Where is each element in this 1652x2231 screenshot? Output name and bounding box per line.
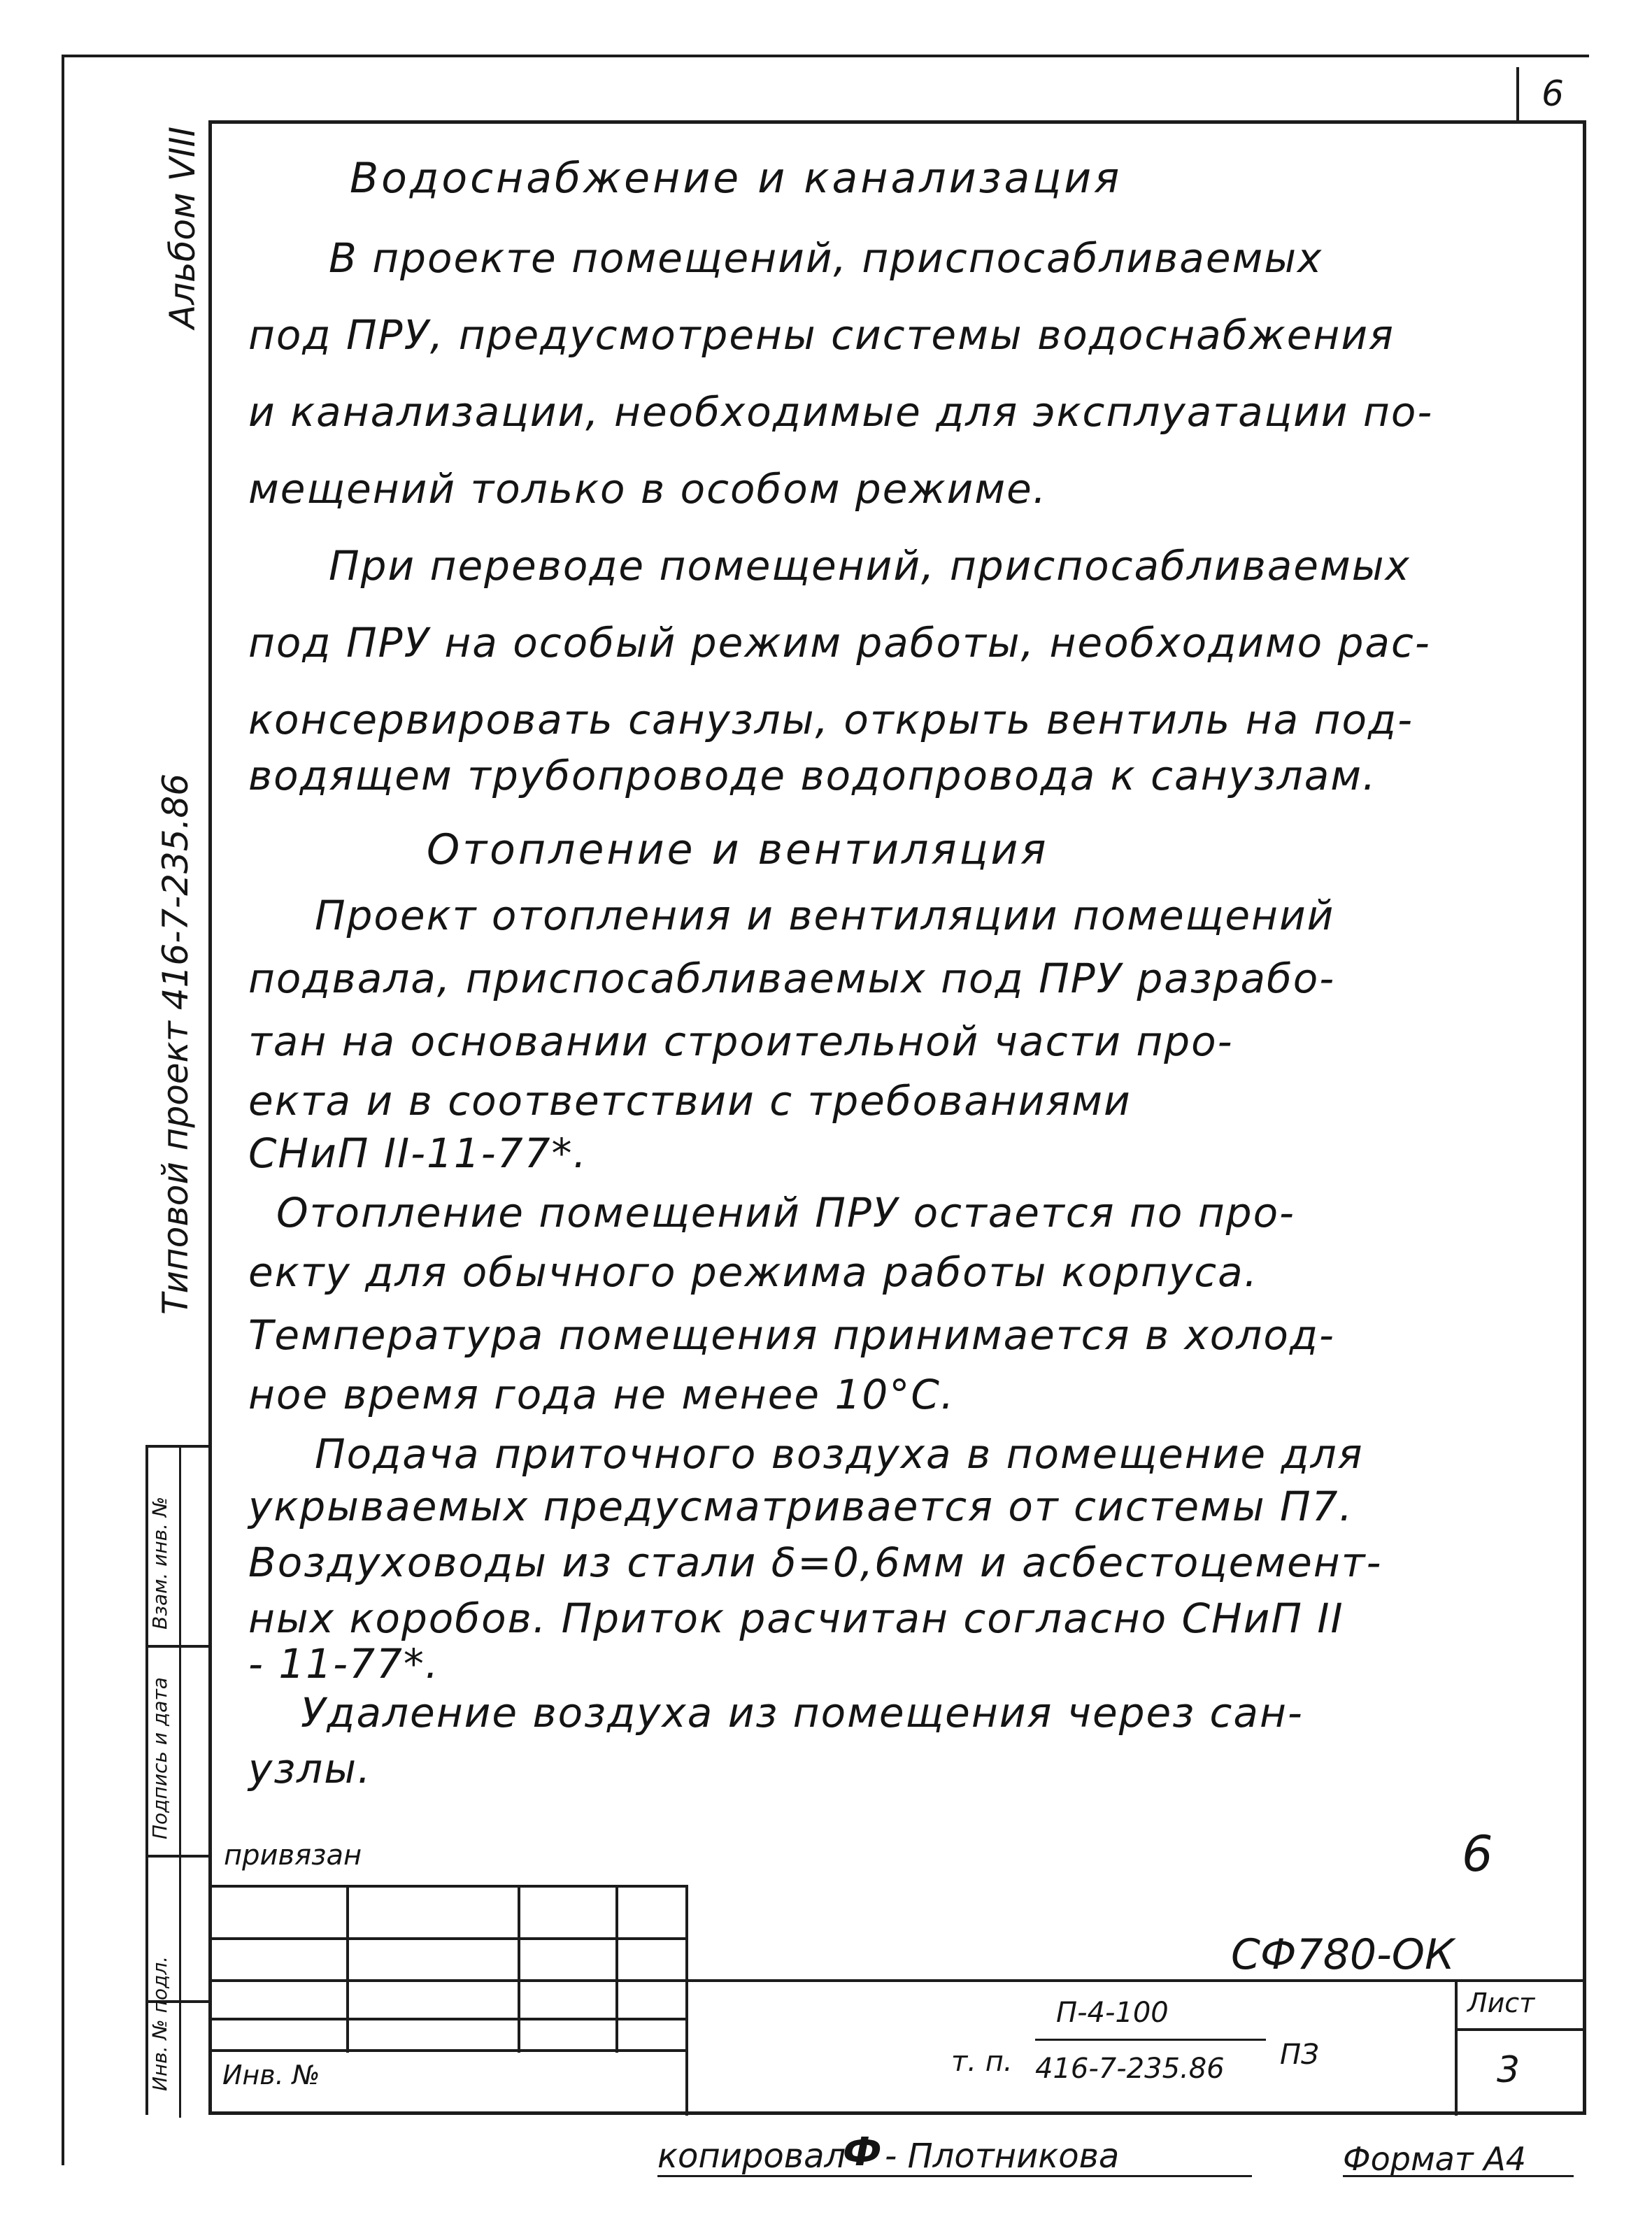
stamp-tp-bottom: 416-7-235.86 (1035, 2053, 1225, 2085)
text-line: водящем трубопроводе водопровода к санузлам. (248, 752, 1377, 799)
text-line: Подача приточного воздуха в помещение для (315, 1430, 1364, 1478)
text-line: При переводе помещений, приспосабливаемых (329, 542, 1411, 590)
footer-underline (1343, 2175, 1574, 2177)
stamp-line (1455, 1979, 1458, 2116)
side-project-label: Типовой проект 416-7-235.86 (155, 773, 196, 1315)
text-line: Отопление помещений ПРУ остается по про- (276, 1189, 1295, 1236)
text-line: Удаление воздуха из помещения через сан- (301, 1689, 1304, 1737)
strip-label-vzam: Взам. инв. № (148, 1496, 171, 1630)
text-line: ное время года не менее 10°С. (248, 1371, 955, 1418)
text-line: консервировать санузлы, открыть вентиль на под- (248, 696, 1414, 743)
stamp-tp-prefix: т. п. (951, 2046, 1013, 2078)
text-line: под ПРУ, предусмотрены системы водоснабжения (248, 311, 1395, 359)
text-line: В проекте помещений, приспосабливаемых (329, 234, 1323, 282)
text-line: тан на основании строительной части про- (248, 1018, 1234, 1065)
strip-label-inv: Инв. № подл. (148, 1955, 171, 2091)
stamp-line (685, 1885, 688, 2116)
fraction-line (1035, 2039, 1266, 2041)
text-line: укрываемых предусматривается от системы П7. (248, 1483, 1354, 1530)
stamp-line (1455, 2028, 1585, 2031)
section-title-water: Водоснабжение и канализация (350, 154, 1123, 203)
side-album-label: Альбом VIII (162, 126, 203, 329)
stamp-line (346, 1885, 349, 2053)
strip-row-line (148, 1855, 211, 1858)
footer-format: Формат А4 (1343, 2140, 1526, 2178)
stamp-code: СФ780-ОК (1231, 1930, 1455, 1979)
text-line: екта и в соответствии с требованиями (248, 1077, 1132, 1125)
stamp-line (211, 1979, 1583, 1982)
footer-underline (657, 2175, 1252, 2177)
stamp-line (518, 1885, 520, 2053)
stamp-sheet-value: 3 (1497, 2049, 1521, 2091)
stamp-sheet-label: Лист (1467, 1988, 1535, 2018)
stamp-inv-label: Инв. № (222, 2060, 320, 2090)
footer-name: - Плотникова (885, 2137, 1120, 2176)
text-line: под ПРУ на особый режим работы, необходимо рас- (248, 619, 1431, 667)
text-line: мещений только в особом режиме. (248, 465, 1048, 513)
text-line: екту для обычного режима работы корпуса. (248, 1248, 1259, 1296)
stamp-tp-top: П-4-100 (1056, 1997, 1169, 2029)
text-line: ных коробов. Приток расчитан согласно СНиП II (248, 1595, 1344, 1642)
strip-divider (179, 1448, 181, 2118)
stamp-page-mark: 6 (1462, 1825, 1493, 1883)
stamp-pz: ПЗ (1280, 2039, 1319, 2071)
text-line: Температура помещения принимается в холод- (248, 1311, 1335, 1359)
footer-copied: копировал (657, 2137, 846, 2176)
strip-label-podpis: Подпись и дата (148, 1677, 171, 1839)
section-title-heating: Отопление и вентиляция (427, 825, 1049, 874)
top-page-number: 6 (1516, 67, 1586, 123)
text-line: Воздуховоды из стали δ=0,6мм и асбестоцемент- (248, 1539, 1383, 1586)
text-line: - 11-77*. (248, 1640, 440, 1688)
text-line: Проект отопления и вентиляции помещений (315, 892, 1335, 939)
text-line: СНиП II-11-77*. (248, 1129, 588, 1177)
text-line: и канализации, необходимые для эксплуатации по- (248, 388, 1434, 436)
stamp-line (615, 1885, 618, 2053)
stamp-privyazan: привязан (224, 1839, 362, 1872)
text-line: узлы. (248, 1745, 372, 1792)
signature-mark: Ф (843, 2130, 882, 2175)
strip-row-line (148, 1645, 211, 1648)
text-line: подвала, приспосабливаемых под ПРУ разрабо- (248, 955, 1336, 1002)
